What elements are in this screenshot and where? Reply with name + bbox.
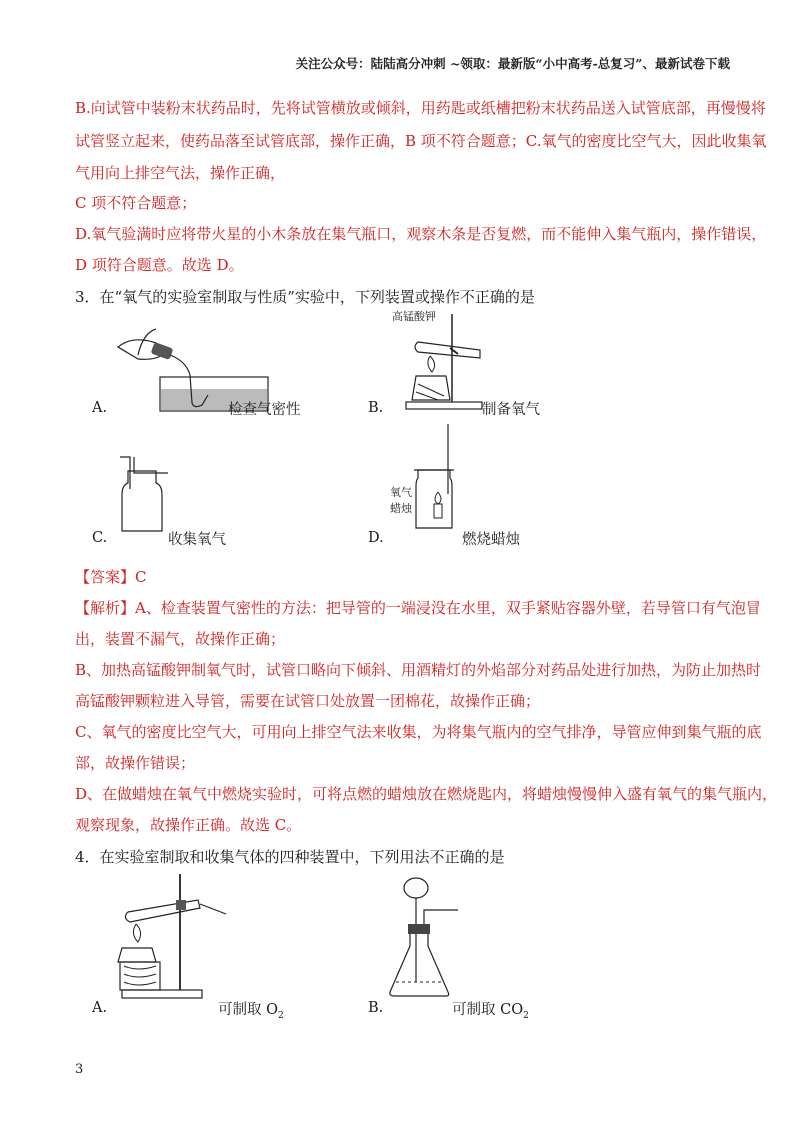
q4-option-b-subscript: 2 — [523, 1010, 529, 1021]
q4-option-b-label: 可制取 CO — [452, 1002, 524, 1018]
prev-line-4: C 项不符合题意； — [75, 194, 197, 212]
analysis-tag: 【解析】 — [75, 599, 136, 617]
prev-line-1: B.向试管中装粉末状药品时，先将试管横放或倾斜，用药匙或纸槽把粉末状药品送入试管底部，再慢慢将 — [75, 99, 766, 117]
q3-option-d-letter: D. — [368, 530, 384, 546]
prev-line-2: 试管竖立起来，使药品落至试管底部，操作正确，B 项不符合题意；C.氧气的密度比空气大，因此收集氧 — [75, 132, 767, 150]
candle-burning-figure — [388, 424, 468, 532]
q3-option-d-text: 燃烧蜡烛 — [462, 532, 520, 548]
analysis-text: A、检查装置气密性的方法：把导管的一端浸没在水里，双手紧贴容器外壁，若导管口有气泡冒 — [135, 599, 761, 617]
q3-b-figure-label: 高锰酸钾 — [392, 310, 436, 323]
q3-option-c-text: 收集氧气 — [168, 532, 226, 548]
q3-option-b-text: 制备氧气 — [482, 402, 540, 418]
q3-analysis-line-6: 部，故操作错误； — [75, 754, 196, 772]
prev-line-3: 气用向上排空气法，操作正确， — [75, 164, 286, 182]
question-4-stem: 4．在实验室制取和收集气体的四种装置中，下列用法不正确的是 — [75, 848, 505, 866]
heating-apparatus-figure — [108, 872, 228, 1002]
q3-analysis-line-5: C、氧气的密度比空气大，可用向上排空气法来收集，为将集气瓶内的空气排净，导管应伸到集气瓶的底 — [75, 723, 762, 741]
q4-option-b-letter: B. — [368, 1000, 384, 1016]
question-3-stem: 3．在“氧气的实验室制取与性质”实验中，下列装置或操作不正确的是 — [75, 288, 535, 306]
q3-option-a-letter: A. — [92, 400, 108, 416]
q4-option-a-label: 可制取 O — [218, 1002, 278, 1018]
q4-option-a-letter: A. — [92, 1000, 108, 1016]
q3-option-a-text: 检查气密性 — [228, 402, 301, 418]
prev-line-5: D.氧气验满时应将带火星的小木条放在集气瓶口，观察木条是否复燃，而不能伸入集气瓶内，操作错误， — [75, 225, 767, 243]
q3-option-c-letter: C. — [92, 530, 108, 546]
q3-analysis-line-8: 观察现象，故操作正确。故选 C。 — [75, 816, 302, 834]
q3-d-figure-label-oxygen: 氧气 — [390, 486, 412, 499]
q4-option-b-text — [452, 998, 529, 1021]
q3-analysis-line-2: 出，装置不漏气，故操作正确； — [75, 630, 286, 648]
answer-tag: 【答案】 — [75, 568, 136, 586]
prev-line-6: D 项符合题意。故选 D。 — [75, 256, 244, 274]
q4-option-a-text — [218, 998, 284, 1021]
gas-bottle-figure — [112, 455, 172, 535]
q3-answer — [75, 566, 147, 587]
q3-analysis-line-7: D、在做蜡烛在氧气中燃烧实验时，可将点燃的蜡烛放在燃烧匙内，将蜡烛慢慢伸入盛有氧气的集气瓶内， — [75, 785, 778, 803]
q3-analysis-line-4: 高锰酸钾颗粒进入导管，需要在试管口处放置一团棉花，故操作正确； — [75, 692, 541, 710]
page-header: 关注公众号：陆陆高分冲刺 ~领取：最新版“小中高考-总复习”、最新试卷下载 — [295, 56, 730, 71]
q3-analysis-line-1 — [75, 597, 761, 618]
page-number: 3 — [75, 1062, 84, 1077]
q3-option-b-letter: B. — [368, 400, 384, 416]
flask-funnel-figure — [384, 876, 464, 1006]
q4-option-a-subscript: 2 — [278, 1010, 284, 1021]
q3-analysis-line-3: B、加热高锰酸钾制氧气时，试管口略向下倾斜、用酒精灯的外焰部分对药品处进行加热，为防止加热时 — [75, 661, 762, 679]
answer-value: C — [135, 568, 147, 586]
q3-d-figure-label-candle: 蜡烛 — [390, 502, 412, 515]
